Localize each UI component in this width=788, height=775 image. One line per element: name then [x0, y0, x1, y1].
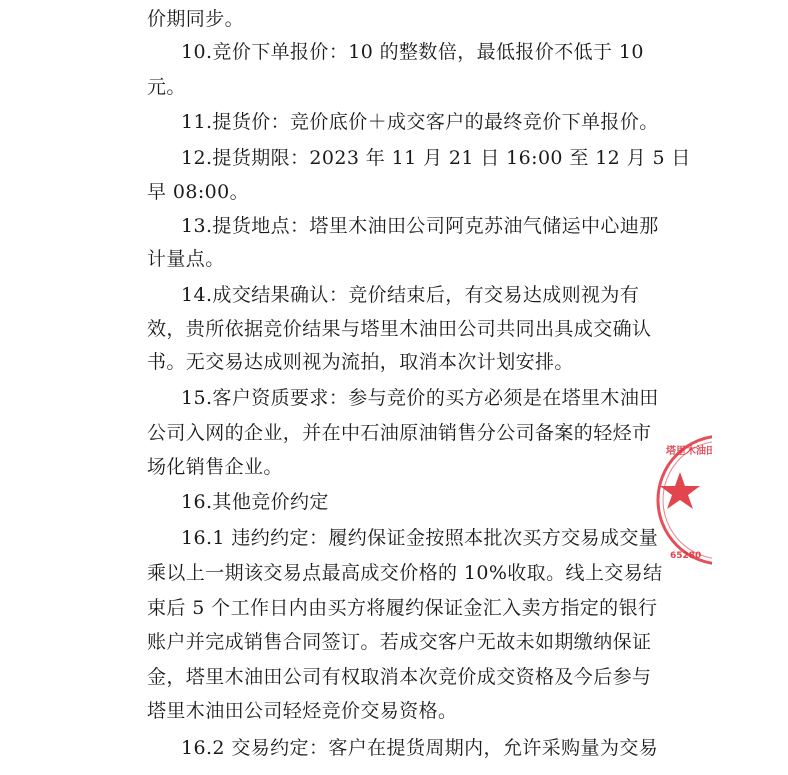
text-line: 16.1 违约约定：履约保证金按照本批次买方交易成交量 — [181, 527, 659, 549]
text-line: 计量点。 — [147, 248, 225, 270]
seal-bottom-text: 65280 — [670, 551, 702, 561]
seal-graphic — [652, 420, 746, 580]
text-line: 15.客户资质要求：参与竞价的买方必须是在塔里木油田 — [181, 387, 659, 409]
official-seal — [652, 420, 746, 580]
text-line: 早 08:00。 — [147, 181, 249, 203]
text-line: 12.提货期限：2023 年 11 月 21 日 16:00 至 12 月 5 日 — [181, 147, 691, 169]
text-line: 元。 — [147, 76, 186, 98]
text-line: 乘以上一期该交易点最高成交价格的 10%收取。线上交易结 — [147, 562, 663, 584]
text-line: 金，塔里木油田公司有权取消本次竞价成交资格及今后参与 — [147, 666, 652, 688]
text-line: 效，贵所依据竞价结果与塔里木油田公司共同出具成交确认 — [147, 318, 652, 340]
seal-star-icon — [660, 472, 700, 509]
text-line: 公司入网的企业，并在中石油原油销售分公司备案的轻烃市 — [147, 422, 652, 444]
text-line: 塔里木油田公司轻烃竞价交易资格。 — [147, 700, 458, 722]
text-line: 束后 5 个工作日内由买方将履约保证金汇入卖方指定的银行 — [147, 597, 658, 619]
text-line: 13.提货地点：塔里木油田公司阿克苏油气储运中心迪那 — [181, 215, 659, 237]
text-line: 10.竞价下单报价：10 的整数倍，最低报价不低于 10 — [181, 41, 644, 63]
seal-top-text: 塔里木油田分公司 — [666, 446, 746, 457]
text-line: 账户并完成销售合同签订。若成交客户无故未如期缴纳保证 — [147, 631, 652, 653]
text-line: 书。无交易达成则视为流拍，取消本次计划安排。 — [147, 351, 574, 373]
text-line: 16.2 交易约定：客户在提货周期内，允许采购量为交易 — [181, 737, 659, 759]
text-line: 14.成交结果确认：竞价结束后，有交易达成则视为有 — [181, 284, 640, 306]
section-heading: 16.其他竞价约定 — [181, 491, 329, 513]
text-line: 场化销售企业。 — [147, 456, 283, 478]
text-line: 11.提货价：竞价底价＋成交客户的最终竞价下单报价。 — [181, 111, 659, 133]
text-line: 价期同步。 — [147, 8, 245, 30]
